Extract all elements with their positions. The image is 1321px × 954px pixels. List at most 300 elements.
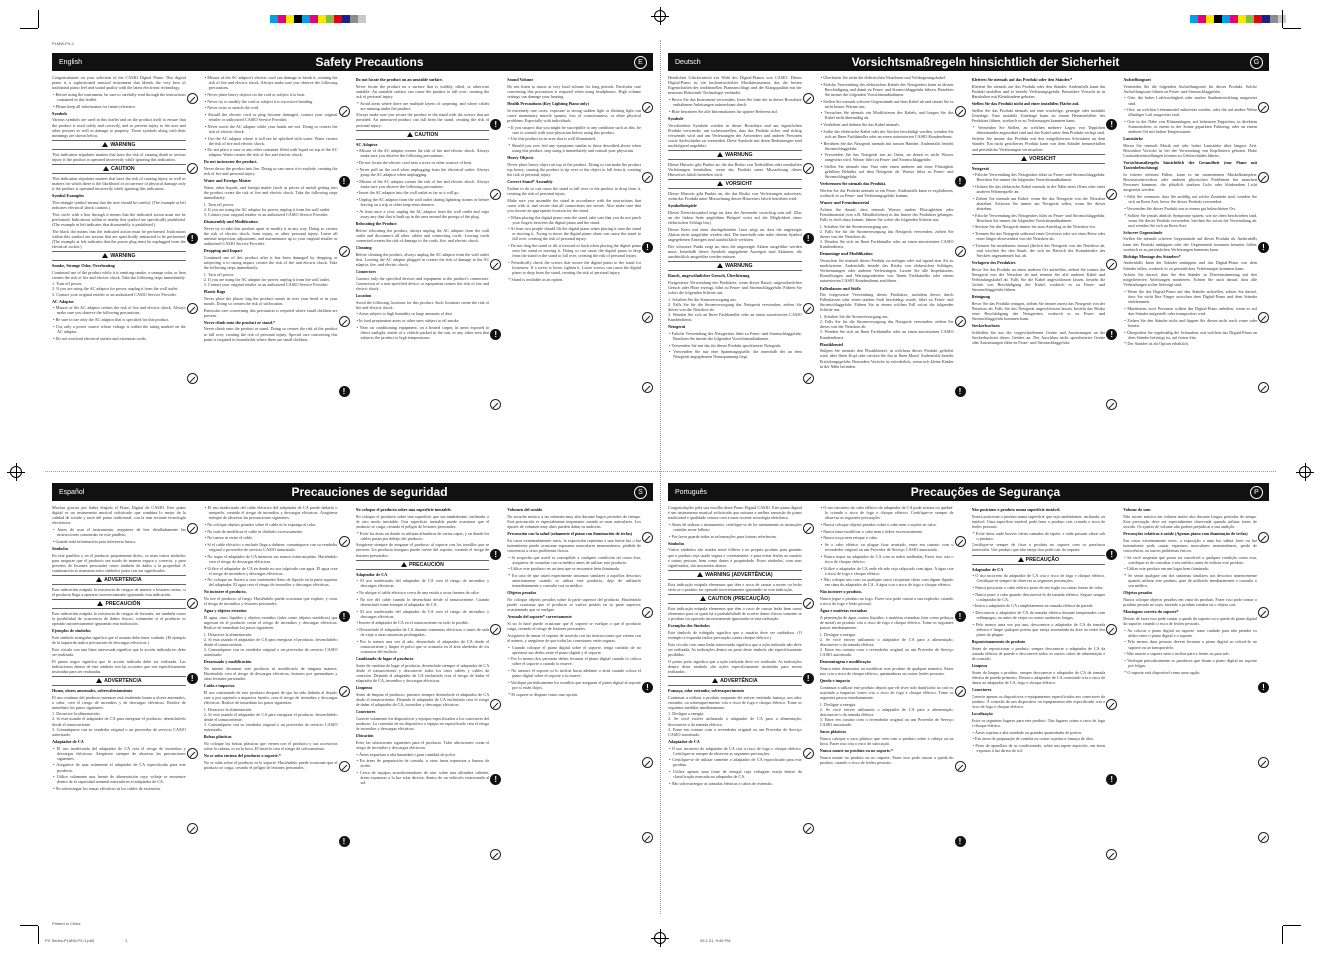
color-swatch xyxy=(302,15,310,23)
paragraph: Particular care concerning this precaution is required where small children are present. xyxy=(203,307,338,318)
prohibited-icon xyxy=(187,373,198,384)
subheading: Plastikbeutel xyxy=(819,341,844,347)
color-swatch xyxy=(358,15,366,23)
subheading: Bolsas plásticas xyxy=(203,734,232,740)
subheading: Health Precautions (Key Lighting Piano only) xyxy=(507,100,589,106)
paragraph: Before relocating the product, always unplug the AC adaptor from the wall outlet and disconnect all other cables and connecting cords. Leaving cords connected creates the risk of damage to the cords, fire, and electric shock. xyxy=(355,227,490,243)
section-language: Deutsch xyxy=(675,58,701,66)
text-column xyxy=(972,505,1106,916)
registration-mark-right xyxy=(1299,466,1311,478)
bullet-item: • Insert the AC adaptor into the wall outlet as far as it will go. xyxy=(356,190,460,196)
subheading: Water and Foreign Matter xyxy=(203,178,252,184)
bullet-item: • Orte, die hoher Luftfeuchtigkeit oder starker Staubentwicklung ausgesetzt sind. xyxy=(1124,95,1257,106)
bullet-item: • No coloque un florero u otro contenedor lleno de líquido en la parte superior del adaptador. El agua crea el riesgo de incendios y descargas eléctricas. xyxy=(204,577,338,588)
paragraph: Muchas gracias por haber elegido el Piano Digital de CASIO. Este piano digital es un instrumento musical sofisticado que combina lo mejor de la calidad de sonido y tacto del piano tradicional, con la más reciente tecnología electrónica. xyxy=(52,505,186,526)
prohibited-icon xyxy=(642,832,653,843)
bullet-item: • Nunca torça nem estique o cabo. xyxy=(820,535,878,541)
color-swatch xyxy=(1270,15,1278,23)
warning-label-text: VORSICHT xyxy=(1028,155,1056,162)
subheading: No se suba encima del producto o soporte.* xyxy=(203,753,281,759)
paragraph: A penetração de água, outros líquidos, e matérias estranhas (tais como pedaços de metal) no produto cria o risco de fogo e choque elétrico. Tome os seguintes passos imediatamente. xyxy=(819,615,954,631)
bullet-item: • Nunca posicione o cabo elétrico perto de um fogão ou outras fontes de calor. xyxy=(972,584,1104,590)
bullet-item: • Misuse of the AC adaptor creates the risk of fire and electric shock. Always make sure you observe the following precautions. xyxy=(53,305,186,316)
subheading: AC Adaptor xyxy=(355,141,378,147)
paragraph: No coloque las bolsas plásticas que vienen con el producto y sus accesorios sobre la cabeza, ni en la boca. El hacerlo crea el riesgo de sofocamiento. xyxy=(203,741,338,752)
prohibited-icon xyxy=(339,246,350,257)
subheading: Agua y objetos extraños xyxy=(203,608,247,614)
subheading: Reinigung xyxy=(971,294,990,300)
subheading: Volumen del sonido xyxy=(507,507,543,512)
bullet-item: • Do not overload electrical outlets and extension cords. xyxy=(53,335,147,341)
bullet-item: • Use only a power source whose voltage is within the rating marked on the AC adaptor. xyxy=(53,323,186,334)
doc-code: PLMW-PX-1 xyxy=(52,41,75,46)
bullet-item: • Periodically check the screws that secure the digital piano to the stand for looseness. If a screw is loose, tighten it. Loose screws can cause the digital piano to drop from the stand, creating the risk of personal injury. xyxy=(508,260,641,276)
subheading: Símbolos xyxy=(668,540,685,546)
subheading: Cleaning xyxy=(355,244,372,250)
prohibited-icon xyxy=(490,849,501,860)
bullet-item: • Cerca de equipos acondicionadores de aire, sobre una alfombra caliente, áreas expuestas a la luz solar directa, dentro de un vehículo estacionado al sol. xyxy=(356,770,490,786)
bullet-item: • Misuse of the AC adaptor's electric cord can damage or break it, creating the risk of fire and electric shock. Always make sure you observe the following precautions. xyxy=(204,75,338,91)
bullet-item: • Bevor Sie das Instrument verwenden, lesen Sie bitte die in dieser Broschüre enthaltenen Anleitungen aufmerksam durch. xyxy=(669,96,802,108)
subheading: Dropping and Impact xyxy=(203,248,243,254)
bullet-item: • Sollte das elektrische Kabel oder der Stecker beschädigt werden, wenden Sie sich an Ihren Fachhändler oder an einen autorisierten CASIO Kundendienst. xyxy=(820,128,954,139)
footer-page-number: 1 xyxy=(125,938,128,943)
bullet-item: • O uso incorreto do adaptador de CA cria o risco de fogo e choque elétrico. Certifique-se sempre de observar as seguintes precauções. xyxy=(972,573,1106,584)
subheading: Localização xyxy=(971,711,993,717)
subheading: Cambiando de lugar el producto xyxy=(355,656,414,662)
mandatory-action-icon xyxy=(1106,774,1117,785)
bullet-item: • Áreas sujeitas a alta umidade ou grandes quantidades de poeira. xyxy=(972,729,1082,735)
warning-triangle-icon xyxy=(96,678,102,683)
bullet-item: • Falsche Verwendung des elektrischen Kabels des Netzgerätes kann zu dessen Beschädigung und damit zu Feuer- und Stromschlaggefahr führen. Beachten Sie immer die folgenden Vorsichtsmaßnahmen. xyxy=(820,81,954,97)
prohibited-icon xyxy=(955,536,966,547)
paragraph: Antes de limpar o produto, sempre desconecte o adaptador de CA da tomada elétrica de parede primeiro. Deixar o adaptador de CA conectado cria o risco de danos ao adaptador de CA, fogo e choque elétrico. xyxy=(971,669,1106,686)
prohibited-icon xyxy=(1106,189,1117,200)
subheading: Montagem correta do suporte* xyxy=(1123,609,1179,615)
prohibited-icon xyxy=(642,757,653,768)
color-swatch xyxy=(1222,15,1230,23)
prohibited-icon xyxy=(1258,757,1269,768)
warning-label xyxy=(52,676,186,686)
mandatory-action-icon xyxy=(490,329,501,340)
prohibited-icon xyxy=(642,312,653,323)
bullet-item: • Unplug the AC adaptor from the wall outlet during lightning storms or before leaving on a trip or other long-term absence. xyxy=(356,197,490,208)
bullet-item: • Never try to modify the cord or subject it to excessive bending. xyxy=(204,98,314,104)
paragraph: Stülpen Sie niemals den Plastikbeutel, in welchem dieses Produkt geliefert wird, über Ihren Kopf oder stecken Sie ihn in Ihren Mund. Andernfalls besteht Erstickungsgefahr. Besondere Vorsicht ist erforderlich, wenn sich kleine Kinder in der Nähe befinden. xyxy=(819,348,954,369)
text-column xyxy=(52,505,186,916)
mandatory-action-icon xyxy=(803,233,814,244)
bullet-item: • Nunca puxe o cabo quando desconectá-lo da tomada elétrica. Segure sempre o adaptador de CA. xyxy=(972,591,1106,602)
bullet-item: • Antes de utilizar o instrumento, certifique-se de ler atentamente as instruções contidas neste folheto. xyxy=(669,521,802,532)
subheading: Símbolos xyxy=(52,545,69,551)
mandatory-action-icon xyxy=(1258,682,1269,693)
mandatory-action-icon xyxy=(187,673,198,684)
subheading: Smoke, Strange Odor, Overheating xyxy=(52,262,115,268)
text-column xyxy=(668,505,802,916)
paragraph: The black dot means that the indicated action must be performed. Indications within this symbol are actions that are specifically instructed to be performed. (The example at left indicates that the power plug must be unplugged from the electrical socket.) xyxy=(52,228,186,249)
color-swatch xyxy=(318,15,326,23)
paragraph: Não escute música em volume muito alto durante longos períodos de tempo. Esta precaução deve ser especialmente observada quando utilizar fones de ouvido. Os ajustes de volume alto podem prejudicar a sua audição. xyxy=(1123,513,1257,529)
bullet-item: • Ordnen Sie das elektrische Kabel niemals in der Nähe eines Ofens oder einer anderen Wärmequelle an. xyxy=(972,184,1106,195)
subheading: AC Adaptor xyxy=(52,298,74,304)
bullet-item: • Utilice solamente una fuente de alimentación cuyo voltaje se encuentre dentro de la capacidad nominal marcada en el adaptador de CA. xyxy=(53,774,186,785)
subheading: Objetos pesados xyxy=(1123,590,1153,596)
bullet-item: • Inserte el adaptador de CA en el tomacorriente en todo lo posible. xyxy=(356,620,470,626)
paragraph: Klettern Sie niemals auf das Produkt oder den Ständer. Andernfalls kann das Produkt umfallen und es besteht Verletzungsgefahr. Besondere Vorsicht ist in Haushalten mit Kleinkindern geboten. xyxy=(971,83,1106,99)
prohibited-icon xyxy=(955,246,966,257)
subheading: No incinere el producto. xyxy=(203,589,247,595)
paragraph: Asegúrese siempre de asegurar el producto al soporte con los tornillos que se proveen. Un producto inseguro puede caerse del soporte, creando el riesgo de lesiones personales. xyxy=(355,542,490,558)
prohibited-icon xyxy=(642,172,653,183)
bullet-item: • Certifique-se de utilizar somente o adaptador de CA especificado para este produto. xyxy=(669,757,802,768)
warning-triangle-icon xyxy=(97,601,103,606)
bullet-item: • Orte, an welchen Lebensmittel zubereitet werden, oder die auf andere Weise ölhaltiger Luft ausgesetzt sind. xyxy=(1124,107,1257,118)
paragraph: 1. Turn off power. 2. If you are using the AC adaptor for power, unplug it from the wall outlet. 3. Contact your original retailer or an authorized CASIO Service Provider. xyxy=(203,271,331,287)
bullet-item: • Utilice este producto en un área que se encuentre bien iluminada. xyxy=(508,566,620,572)
text-column xyxy=(356,505,490,916)
subheading: Adaptador de CA xyxy=(52,738,84,744)
warning-triangle-icon xyxy=(717,152,723,157)
paragraph: Before cleaning the product, always unplug the AC adaptor from the wall outlet first. Leaving the AC adaptor plugged in creates the risk of damage to the AC adaptor, fire, and electric shock. xyxy=(355,251,490,267)
subheading: Wasser und Fremdmaterial xyxy=(819,200,869,206)
paragraph: 1. Desactive la alimentación. 2. Si está usando el adaptador de CA para energizar el producto, desenchúfelo desde el tomacorriente. 3. Comuníquese con su vendedor original o un proveedor de servicio CASIO autorizado. xyxy=(203,706,338,733)
bullet-item: • Stellen Sie niemals eine Vase oder einen anderen mit einer Flüssigkeit gefüllten Behälter auf dem Netzgerät ab. Wasser führt zu Feuer- und Stromschlaggefahr. xyxy=(820,164,954,180)
bullet-item: • Bitte bewahren Sie alle Informationen für spätere Referenz auf. xyxy=(669,108,778,114)
mandatory-action-icon xyxy=(955,386,966,397)
bullet-item: • Do not place a vase or any other container filled with liquid on top of the AC adaptor. Water creates the risk of fire and electric shock. xyxy=(204,147,338,158)
prohibited-icon xyxy=(803,748,814,759)
bullet-item: • No coloque objetos pesados sobre el cable ni lo exponga al calor. xyxy=(204,521,317,527)
prohibited-icon xyxy=(187,748,198,759)
bullet-item: * Sollten Sie jemals ähnlich Symptome spüren, wie sie oben beschrieben sind, wenn Sie dieses Produkt verwenden, brechen Sie sofort die Verwendung ab, und wenden Sie sich an Ihren Arzt. xyxy=(1124,212,1257,228)
prohibited-icon xyxy=(642,382,653,393)
bullet-item: • Use the AC adaptor where it will not be splashed with water. Water creates the risk of fire and electric shock. xyxy=(204,135,338,146)
color-swatch xyxy=(1214,15,1222,23)
paragraph: Versuchen Sie niemals dieses Produkt zu zerlegen oder auf irgend eine Art zu modifizieren. Andernfalls besteht das Risiko von elektrischen Schlägen, Verbrennungen oder anderen Verletzungen. Lassen Sie alle Inspektionen, Einstellungen und Wartungsarbeiten von Ihrem Fachhändler oder einem autorisierten CASIO Kundendienst ausführen. xyxy=(819,258,954,284)
warning-label-text: WARNING (ADVERTÊNCIA) xyxy=(705,571,773,578)
warning-label-text: WARNUNG xyxy=(725,263,753,269)
bullet-item: • Trennen Sie das Netzgerät während eines Gewitters oder vor einer Reise oder einer länger abwesenheit von der Netzdose ab. xyxy=(972,231,1106,242)
bullet-item: • Misuse of the AC adaptor creates the risk of fire and electric shock. Always make sure you observe the following precautions. xyxy=(356,178,490,189)
paragraph: Fortgesetzte Verwendung des Produktes, wenn dieses Rauch, ungewöhnlichen Geruch oder Hitze erzeugt, führt zu Feuer- und Stromschlaggefahr. Führen Sie sofort die folgenden Schritte aus. xyxy=(668,279,802,295)
prohibited-icon xyxy=(955,761,966,772)
paragraph: Water, other liquids, and foreign matter (such as pieces of metal) getting into the product create the risk of fire and electric shock. Take the following steps immediately. xyxy=(203,185,338,201)
warning-label xyxy=(668,594,802,604)
warning-triangle-icon xyxy=(712,678,718,683)
paragraph: Nunca posicione o produto numa superfície que seja cambaleante, inclinada, ou instável. Uma superfície instável pode fazer o produto cair, criando o risco de lesões pessoais. xyxy=(971,513,1106,529)
color-swatch xyxy=(350,15,358,23)
paragraph: El agua, otros líquidos y objetos extraños (tales como objetos metálicos) que ingresan en el producto crean el riesgo de incendios y descargas eléctricas. Realice de inmediato los pasos siguientes. xyxy=(203,615,338,631)
bullet-item: • No arrastre el soporte ni lo incline hacia adelante o atrás cuando coloca el piano digital sobre el soporte o lo mueve. xyxy=(508,668,641,679)
paragraph: Continued use of this product after it has been damaged by dropping or subjecting it to strong impact creates the risk of fire and electric shock. Take the following steps immediately. xyxy=(203,254,338,271)
prohibited-icon xyxy=(803,823,814,834)
subheading: Humo, olores anormales, sobrecalentamiento xyxy=(52,687,133,693)
subheading: Do not locate the product on an unstable surface. xyxy=(355,77,444,82)
subheading: Sound Volume xyxy=(507,77,534,82)
footer-date: 05.1.21, 9:40 PM xyxy=(700,938,731,943)
subheading: Klettern Sie niemals auf das Produkt oder den Ständer.* xyxy=(971,77,1073,82)
prohibited-icon xyxy=(187,93,198,104)
paragraph: Achten Sie darauf, dass Sie den Ständer in Übereinstimmung mit den mitgelieferten Anleitungen montieren. Achten Sie auch darauf, dass alle Verbindungen sicher befestigt sind. xyxy=(1123,272,1257,288)
mandatory-action-icon xyxy=(339,386,350,397)
bullet-item: • Utilize este produto em um lugar bem iluminado. xyxy=(1124,566,1210,572)
bullet-item: * Avoid areas where there are multiple layers of carpeting, and where cables are running under the product. xyxy=(356,100,490,111)
bullet-item: • Verdrehen und dehnen Sie das Kabel niemals. xyxy=(820,122,901,128)
subheading: Correct Stand* Assembly xyxy=(507,179,553,185)
mandatory-action-icon xyxy=(1106,329,1117,340)
bullet-item: • Não sobrecarregue as tomadas elétricas e cabos de extensão. xyxy=(669,780,773,786)
bullet-item: • Insira o adaptador de CA completamente na tomada elétrica de parede. xyxy=(972,603,1094,609)
paragraph: Herzlichen Glückwunsch zur Wahl des Digital-Pianos von CASIO. Dieses Digital-Piano ist ein hochentwickeltes Musikinstrument, das die besten Eigenschaften des traditionellen Pianoanschlags und der Klangqualität mit der neuesten Elektronik-Technologie verbindet. xyxy=(668,75,802,96)
paragraph: Never place heavy object on top of the product. Doing so can make the product top heavy, causing the product to tip over or the object to fall from it, creating the risk of personal injury. xyxy=(507,161,641,178)
mandatory-action-icon xyxy=(187,233,198,244)
color-swatch xyxy=(286,15,294,23)
paragraph: Conecte apenas os dispositivos e equipamentos especificados aos conectores do produto. A conexão de um dispositivo ou equipamento não especificado cria o risco de fogo e choque elétrico. xyxy=(971,693,1106,709)
bullet-item: • No toque el adaptador de CA mientras sus manos están mojadas. Haciéndolo crea el riesgo de descargas eléctricas. xyxy=(204,553,338,564)
bullet-item: • No tire del cable cuando lo desenchufa desde el tomacorriente. Cuando desenchufe tome siempre el adaptador de CA. xyxy=(356,596,490,607)
paragraph: Continuar a utilizar este produto depois que ele tiver sido danificado ao cair ou sujeitado a impactos fortes cria o risco de fogo e choque elétrico. Tome os seguintes passos imediatamente. xyxy=(819,684,954,701)
paragraph: Andernfalls kann der Ständer umkippen und das Digital-Piano von dem Ständer fallen, wodurch es zu persönlichen Verletzungen kommen kann. xyxy=(1123,260,1257,271)
paragraph: Dieses Dreieckssymbol zeigt an, dass der Anwender vorsichtig sein soll. (Das an der linken Seite angeführte Beispiel weist auf die Möglichkeit eines elektrischen Schlags hin.) xyxy=(668,210,802,226)
subheading: Rauch, ungewöhnlicher Geruch, Überhitzung xyxy=(668,273,750,279)
prohibited-icon xyxy=(339,106,350,117)
color-swatch xyxy=(326,15,334,23)
subheading: Sacos plásticos xyxy=(819,729,847,735)
mandatory-action-icon xyxy=(642,242,653,253)
paragraph: No se suba sobre el producto ni lo soporte. Haciéndolo puede ocasionar que el producto se caiga, creando el peligro de lesiones personales. xyxy=(203,759,338,771)
subheading: Verlagern des Produktes xyxy=(971,260,1016,266)
paragraph: Never throw the product into fire. Doing so can cause it to explode, creating the risk of fire and personal injury. xyxy=(203,166,338,177)
paragraph: No tire el producto al fuego. Haciéndolo puede ocasionar que explote, y crear el riesgo de incendios y lesiones personales. xyxy=(203,596,338,607)
paragraph: Evite os seguintes lugares para este produto. Tais lugares criam o risco de fogo e choque elétrico. xyxy=(971,717,1106,728)
paragraph: In extrem seltenen Fällen, kann es im momentanen Muskelkrämpfen, Bewusstseinsverlust oder anderen physischen Problemen bei manchen Personen kommen, die plötzlich starkem Licht oder blinkendem Licht ausgesetzt werden. xyxy=(1123,172,1257,193)
paragraph: Avoid the following locations for this product. Such locations create the risk of fire and electric shock. xyxy=(355,299,490,310)
paragraph: Asegúrese de armar el soporte de acuerdo con las instrucciones que vienen con el mismo, y asegúrese de que todas las conexiones estén seguras. xyxy=(507,632,641,643)
language-code-badge: P xyxy=(1250,486,1263,499)
bullet-item: • Should the electric cord or plug become damaged, contact your original retailer or authorized CASIO Service Provider. xyxy=(204,111,338,123)
warning-triangle-icon xyxy=(401,562,407,567)
paragraph: Werfen Sie das Produkt niemals in ein Feuer. Andernfalls kann es explodieren, wodurch es zu Feuer- und Verletzungsgefahr kommt. xyxy=(819,188,954,199)
subheading: Reposicionamento do produto xyxy=(971,639,1026,645)
section-title: Safety Precautions xyxy=(315,54,424,69)
bullet-item: • Überprüfen Sie regelmäßig die Schrauben, mit welchen das Digital-Piano an dem Ständer befestigt ist, auf festen Sitz. xyxy=(1124,329,1257,340)
paragraph: Hören Sie niemals Musik mit sehr hoher Lautstärke über längere Zeit. Besondere Vorsicht ist bei der Verwendung von Kopfhörern geboten. Hohe Lautstärkeeinstellungen können zu Gehörschäden führen. xyxy=(1123,143,1257,159)
prohibited-icon xyxy=(803,93,814,104)
bullet-item: • Verwenden Sie dieses Produkt nur in einem gut beleuchteten Ort. xyxy=(1124,205,1236,211)
bullet-item: • In food preparation areas or other ones subject to oil smoke xyxy=(356,318,459,324)
color-swatch xyxy=(294,15,302,23)
bullet-item: • Stellen Sie niemals schwere Gegenstände auf dem Kabel ab und setzen Sie es nicht keiner Wärme aus. xyxy=(820,98,954,109)
section-language: English xyxy=(59,58,82,66)
prohibited-icon xyxy=(339,761,350,772)
bullet-item: • Não coloque um vaso ou qualquer outro recipiente cheio com algum líquido em cima do adaptador de CA. A água cria o risco de fogo e choque elétrico. xyxy=(820,577,954,588)
bullet-item: * Should you ever feel any symptoms similar to those described above when using this product, stop using it immediately and consult your physician. xyxy=(508,143,641,154)
paragraph: Never try to take this product apart or modify it in any way. Doing so creates the risk of electric shock, burn injury, or other personal injury. Leave all internal inspection, adjustment, and maintenance up to your original retailer or authorized CASIO Service Provider. xyxy=(203,225,338,247)
prohibited-icon xyxy=(803,373,814,384)
bullet-item: • Versuchen Sie niemals ein Modifizieren des Kabels, und biegen Sie das Kabel nicht übermäßig ab. xyxy=(820,110,954,121)
subheading: Volume do som xyxy=(1123,507,1151,512)
paragraph: Esta indicación estipula la existencia de riesgos de lesiones, así también como la posibilidad de ocurrencia de daños físicos, solamente si el producto es operado incorrectamente ignorando esta indicación. xyxy=(52,611,186,627)
bullet-item: • Guarde toda información para referencia futura. xyxy=(53,538,136,544)
prohibited-icon xyxy=(803,303,814,314)
section-language: Español xyxy=(59,488,85,496)
bullet-item: * Evite las áreas en donde se utilizan alfombras de varias capas, y en donde los cables pasan por debajo del producto. xyxy=(356,530,490,541)
prohibited-icon xyxy=(1106,699,1117,710)
bullet-item: • Never place heavy objects on the cord or subject it to heat. xyxy=(204,91,306,97)
subheading: Ubicación xyxy=(355,733,374,739)
warning-label-text: VORSICHT xyxy=(725,181,753,188)
subheading: Relocating the Product xyxy=(355,220,397,226)
bullet-item: • El uso inadecuado del cable eléctrico del adaptador de CA puede dañarlo o romperlo, creando el riesgo de incendios y descargas eléctricas. Asegúrese siempre de observar las precauciones siguientes. xyxy=(204,505,338,521)
bullet-item: • Pelo menos uma vez por ano, desconecte o adaptador de CA da tomada elétrica e limpe qualquer poeira que esteja acumulada na área ao redor dos pinos do plugue. xyxy=(972,621,1106,638)
paragraph: Nunca monte no produto ou no suporte. Fazer isso pode causar a queda do produto, criando o risco de lesões pessoais. xyxy=(819,754,954,765)
warning-label-text: CAUTION (PRECAUÇÃO) xyxy=(707,595,770,602)
paragraph: Stellen Sie niemals schwere Gegenstände auf dieses Produkt ab. Andernfalls kann das Produkt umkippen oder der Gegenstande kommen herunter fallen, wodurch es zu persönlichen Verletzungen kommen kann. xyxy=(1123,236,1257,252)
subheading: Connectors xyxy=(355,268,376,274)
paragraph: Nunca coloque objetos pesados em cima do produto. Fazer isso pode tornar o produto pesado no topo, fazendo o produto tombar ou o objeto cair. xyxy=(1123,596,1257,608)
bullet-item: • Pelo menos duas pessoas devem levantar o piano digital ao colocá-lo no suporte ou ao transportá-lo. xyxy=(1124,639,1257,650)
subheading: Armado del soporte* correctamente xyxy=(507,614,572,620)
text-column xyxy=(204,505,338,916)
crop-mark xyxy=(1282,10,1283,28)
mandatory-action-icon xyxy=(1258,242,1269,253)
subheading: Symbol Examples xyxy=(52,193,84,199)
paragraph: This indication stipulates matters that have the risk of causing injury as well as matters for which there is the likelihood of occurrence of physical damage only if the product is operated incorrectly while ignoring this indication. xyxy=(52,175,186,192)
text-column xyxy=(972,75,1106,461)
paragraph: In extremely rare cases, exposure to strong sudden light or flashing light can cause momentary muscle spasms, loss of consciousness, or other physical problems. Especially with individuals. xyxy=(507,107,641,123)
bullet-item: • Misuse of the AC adaptor creates the risk of fire and electric shock. Always make sure you observe the following precautions. xyxy=(356,148,490,159)
paragraph: Dieser Hinweis gibt Punkte an, die das Risiko von Verletzungen aufweisen, wenn das Produkt unter Missachtung dieses Hinweises falsch betrieben wird. xyxy=(668,191,802,202)
warning-label-text: WARNING xyxy=(110,252,136,259)
text-column xyxy=(204,75,338,461)
subheading: Queda e impacto xyxy=(819,678,850,684)
paragraph: This circle with a line through it means that the indicated action must not be performed. Indications within or nearby this symbol are specifically prohibited. (The example at left indicates that disassembly is prohibited.) xyxy=(52,211,186,227)
prohibited-icon xyxy=(1258,532,1269,543)
bullet-item: • At least once a year, unplug the AC adaptor from the wall outlet and wipe away any dust that is built up in the area around the prongs of the plug. xyxy=(356,208,490,219)
bullet-item: • Ziehen Sie niemals am Kabel, wenn Sie das Netzgerät von der Netzdose abziehen. Erfassen Sie immer am Netzgerät selbst, wenn Sie dieses abziehen. xyxy=(972,195,1106,211)
color-bar-right xyxy=(1190,15,1286,23)
mandatory-action-icon xyxy=(339,611,350,622)
bullet-item: • Before using the instrument, be sure to carefully read through the instructions contained in this leaflet. xyxy=(53,91,186,102)
bullet-item: • Falsche Verwendung des Netzgerätes führt zu Feuer- und Stromschlaggefahr. Beachten Sie immer die folgenden Vorsichtsmaßnahmen. xyxy=(972,172,1106,183)
paragraph: Connect only the specified devices and equipment to the product's connectors. Connection of a non-specified device or equipment creates the risk of fire and electric shock. xyxy=(355,275,490,291)
language-code-badge: S xyxy=(634,486,647,499)
color-swatch xyxy=(334,15,342,23)
bullet-item: • Utilice el adaptador de CA en donde no sea salpicado con agua. El agua crea el riesgo de incendios y descargas eléctricas. xyxy=(204,565,338,576)
paragraph: Sichern Sie immer das Produkt mit den mitgelieferten Schrauben an dem Ständer. Ein nicht gesichertes Produkt kann von dem Ständer herunterfallen und persönliche Verletzungen verursachen. xyxy=(971,136,1106,152)
paragraph: 1. Desactive la alimentación. 2. Si está usando el adaptador de CA para energizar el producto, desenchúfelo desde el tomacorriente. 3. Comuníquese con su vendedor original o un proveedor de servicio CASIO autorizado. xyxy=(203,631,338,658)
paragraph: Este símbolo triangular significa que el usuario debe tener cuidado. (El ejemplo de la izquierda indica precaución de descargas eléctricas.) xyxy=(52,635,186,646)
mandatory-action-icon xyxy=(955,611,966,622)
bullet-item: • Falsche Verwendung des Netzgerätes führt zu Feuer- und Stromschlaggefahr. Beachten Sie immer die folgenden Vorsichtsmaßnahmen. xyxy=(972,212,1106,223)
paragraph: Esta indicação estipula elementos que têm o risco de causar lesão bem como elementos para os quais há a probabilidade de ocorrer danos físicos somente se o produto for operado incorretamente ignorando-se esta indicação. xyxy=(668,605,802,622)
warning-label-text: ADVERTENCIA xyxy=(104,677,142,684)
warning-triangle-icon xyxy=(96,577,102,582)
subheading: Location xyxy=(355,292,372,298)
warning-triangle-icon xyxy=(717,263,723,268)
bullet-item: • Ziehen Sie den Ständer nicht und kippen Sie diesen nicht nach vorne oder hinten. xyxy=(1124,317,1257,328)
bullet-item: • Wenn Sie das Digital-Piano auf den Ständer aufstellen, achten Sie darauf, dass Sie nicht Ihre Finger zwischen dem Digital-Piano und dem Ständer einklemmen. xyxy=(1124,289,1257,305)
color-swatch xyxy=(270,15,278,23)
subheading: Plastic Bags xyxy=(203,289,226,295)
paragraph: No intente desarmar este producto ni modificarlo de ninguna manera. Haciéndolo crea el riesgo de descargas eléctricas, lesiones por quemaduras y otras lesiones personales. xyxy=(203,666,338,682)
section-title: Vorsichtsmaßregeln hinsichtlich der Sicherheit xyxy=(851,54,1120,69)
paragraph: Evite las ubicaciones siguientes para el producto. Tales ubicaciones crean el riesgo de incendios y descargas eléctricas. xyxy=(355,739,490,750)
warning-triangle-icon xyxy=(407,132,413,137)
prohibited-icon xyxy=(1258,312,1269,323)
paragraph: El uso continuo del producto mientras está emitiendo humo u olores anormales, o calor, crea el riesgo de incendios y de descargas eléctricas. Realice de inmediato los pasos siguientes. xyxy=(52,694,186,710)
bullet-item: • Be sure to use only the AC adaptor that is specified for this product. xyxy=(53,317,170,323)
paragraph: Die fortgesetzte Verwendung dieses Produktes, nachdem dieses durch Fallenlassen oder einen starken Stoß beschädigt wurde, führt zu Feuer- und Stromschlaggefahr. Führen Sie in einem solchen Fall sofort die folgenden Schritte aus. xyxy=(819,292,954,313)
prohibited-icon xyxy=(339,316,350,327)
subheading: Água e matérias estranhas xyxy=(819,608,868,614)
paragraph: Nunca coloque o saco plástico que vem com o produto sobre a cabeça ou na boca. Fazer isso cria o risco de sufocação. xyxy=(819,735,954,747)
mandatory-action-icon xyxy=(490,549,501,560)
bullet-item: • Em áreas de preparação de comida ou outras sujeitas a fumaça de óleo. xyxy=(972,736,1094,742)
bullet-item: * O suporte está disponível como uma opção. xyxy=(1124,669,1201,675)
bullet-item: • Por lo menos dos personas deben levantar el piano digital cuando lo coloca sobre el soporte o cuando lo mueve. xyxy=(508,656,641,667)
bullet-item: • Verwenden Sie nur das für dieses Produkt spezifizierte Netzgerät. xyxy=(669,342,782,348)
color-swatch xyxy=(1262,15,1270,23)
subheading: Precauções relativas à saúde (Apenas piano com iluminação de teclas) xyxy=(1123,530,1248,536)
paragraph: Dieser Hinweis gibt Punkte an, die das Risiko von Todesfällen oder ernsthaften Verletzungen beinhalten, wenn das Produkt unter Missachtung dieses Hinweises falsch betrieben wird. xyxy=(668,161,802,178)
subheading: Nunca monte no produto ou no suporte.* xyxy=(819,748,894,754)
subheading: Exemplos dos Símbolos xyxy=(668,623,710,629)
bullet-item: • Desenchufe el adaptador de CA durante tormentas eléctricas o antes de salir de viaje u otras ausencias prolongadas. xyxy=(356,627,490,638)
bullet-item: • No trate de modificar el cable ni doblarlo excesivamente. xyxy=(204,528,304,534)
paragraph: Schließen Sie nur die vorgeschriebenen Geräte und Ausrüstungen an die Steckerbuchsen dieses Gerätes an. Der Anschluss nicht spezifizierter Geräte oder Ausrüstungen führt zu Feuer- und Stromschlaggefahr. xyxy=(971,330,1106,346)
prohibited-icon xyxy=(1258,607,1269,618)
prohibited-icon xyxy=(339,536,350,547)
warning-label xyxy=(668,179,802,189)
paragraph: Em casos extremamente raros, a exposição a uma luz súbita forte ou luz intermitente pode causar espasmos musculares momentâneos, perda de consciência, ou outros problemas físicos. xyxy=(1123,537,1257,553)
section-header xyxy=(668,483,1269,501)
warning-label-text: PRECAUCIÓN xyxy=(105,600,141,607)
warning-label-text: ADVERTÊNCIA xyxy=(720,677,758,684)
warning-triangle-icon xyxy=(700,596,706,601)
bullet-item: * En caso de que usted experimente síntomas similares a aquellos descritos anteriormente cuando se utiliza este producto, deje de utilizarlo inmediatamente y consulte con su médico. xyxy=(508,573,641,589)
paragraph: Nunca tente desmontar ou modificar este produto de qualquer maneira. Fazer isso cria o risco de choque elétrico, queimaduras ou outras lesões pessoais. xyxy=(819,666,954,677)
bullet-item: • Utilize apenas uma fonte de energia cuja voltagem esteja dentro da classificação marcada no adaptador de CA. xyxy=(669,769,802,780)
prohibited-icon xyxy=(642,532,653,543)
prohibited-icon xyxy=(803,598,814,609)
prohibited-icon xyxy=(1106,624,1117,635)
warning-label xyxy=(668,570,802,580)
bullet-item: • Desconecte o adaptador de CA da tomada elétrica durante tempestades com relâmpagos, ou antes de viajar ou outras ausências longas. xyxy=(972,610,1106,621)
warning-triangle-icon xyxy=(102,142,108,147)
warning-label xyxy=(52,140,186,150)
bullet-item: • Áreas expuestas a alta humedad o gran cantidad de polvo. xyxy=(356,751,456,757)
bullet-item: • Orte in der Nähe von Klimaanlagen, auf beheizten Teppichen, in direktem Sonnenschein, in einem in der Sonne geparkten Fahrzeug, oder an einem anderen Ort mit hohen Temperaturen. xyxy=(1124,119,1257,135)
prohibited-icon xyxy=(955,106,966,117)
bullet-item: • Never pull on the cord when unplugging from the electrical outlet. Always grasp the AC adaptor when unplugging. xyxy=(356,166,490,177)
paragraph: Conecte solamente los dispositivos y equipos especificados a los conectores del producto. La conexión de un dispositivo o equipo no especificado crea el riesgo de incendios y descargas eléctricas. xyxy=(355,715,490,731)
warning-label xyxy=(356,560,490,570)
prohibited-icon xyxy=(803,163,814,174)
paragraph: Bevor Sie das Produkt an einen anderen Ort aufstellen, ziehen Sie immer das Netzgerät von der Netzdose ab und trennen Sie alle anderen Kabel und Verbindungskabel ab. Falls Sie die Kabel angeschlossen lassen, besteht die Gefahr von Beschädigung der Kabel, wodurch es zu Feuer- und Stromschlaggefahr führen. xyxy=(971,266,1106,293)
paragraph: Certifique-se sempre de fixar o produto no suporte com os parafusos fornecidos. Um produto que não esteja fixo pode cair do suporte. xyxy=(971,542,1106,553)
mandatory-action-icon xyxy=(803,673,814,684)
paragraph: Always make sure you secure the product to the stand with the screws that are provided. An unsecured product can fall from the stand, creating the risk of personal injury. xyxy=(355,112,490,128)
bullet-item: • Verifique periodicamente os parafusos que fixam o piano digital no suporte por folgas. xyxy=(1124,657,1257,668)
warning-label xyxy=(972,555,1106,565)
paragraph: This triangle symbol means that the user should be careful. (The example at left indicates electrical shock caution.) xyxy=(52,199,186,210)
prohibited-icon xyxy=(490,259,501,270)
subheading: Vorsichtsmaßregeln hinsichtlich der Gesundheit (nur Piano mit Tastenbeleuchtung) xyxy=(1123,160,1257,171)
prohibited-icon xyxy=(187,523,198,534)
crop-mark xyxy=(38,926,39,944)
subheading: Disassembly and Modification xyxy=(203,219,258,225)
